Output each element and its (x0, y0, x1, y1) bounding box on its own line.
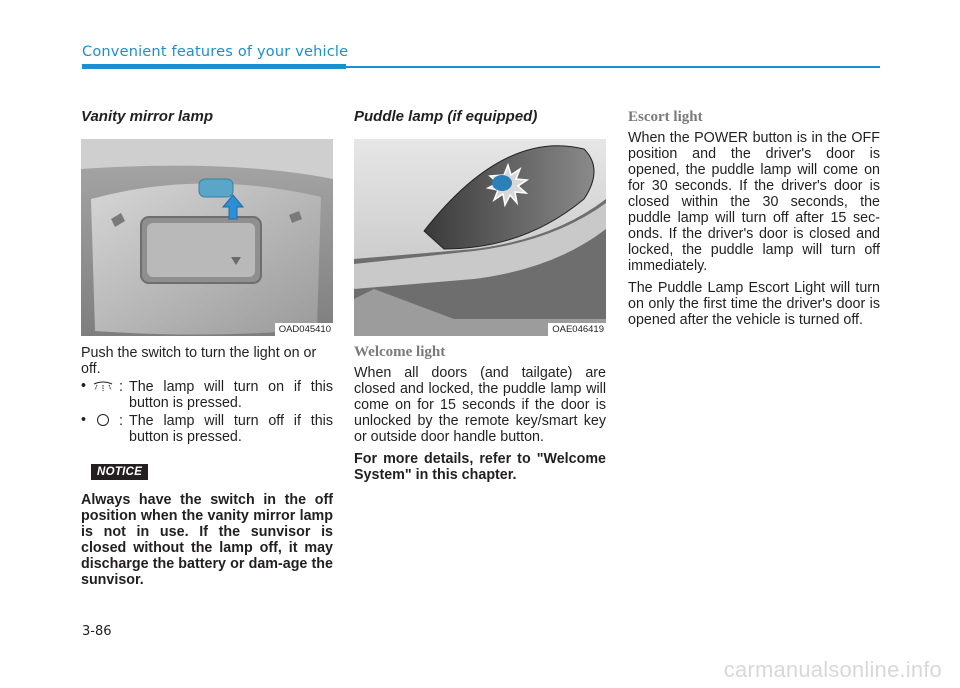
column-vanity-mirror-lamp (81, 108, 333, 588)
column-escort-light (628, 109, 880, 328)
header-title: Convenient features of your vehicle (82, 44, 349, 60)
puddle-lamp-illustration (354, 139, 606, 336)
header-rule-thick (82, 64, 346, 69)
notice-block (91, 462, 333, 480)
lamp-off-icon (92, 413, 114, 431)
notice-text: Always have the switch in the off position when the vanity mirror lamp is not in use. If the sunvisor is closed without the lamp off, it may discharge the battery or dam-age the sunvisor. (81, 492, 333, 588)
figure-code: OAD045410 (275, 323, 333, 336)
escort-light-text-1: When the POWER button is in the OFF position and the driver's door is opened, the puddle lamp will come on for 30 seconds. If the driver's door is closed within the 30 seconds, the puddle lamp will turn off after 15 sec-onds. If the driver's door is closed and locked, the puddle lamp will turn off immediately. (628, 130, 880, 274)
section-title-vanity-mirror-lamp: Vanity mirror lamp (81, 108, 213, 125)
page-number: 3-86 (82, 624, 112, 639)
header-rule-thin (346, 66, 880, 68)
watermark: carmanualsonline.info (723, 657, 942, 682)
bullet-lamp-off: • : The lamp will turn off if this button is pressed. (81, 412, 333, 445)
lamp-on-icon (92, 379, 114, 397)
bullet-text: The lamp will turn off if this button is pressed. (129, 413, 333, 445)
vanity-mirror-figure (81, 139, 333, 336)
puddle-lamp-figure (354, 139, 606, 336)
welcome-light-text: When all doors (and tailgate) are closed and locked, the puddle lamp will come on for 15 seconds if the door is unlocked by the remote key/smart key or outside door handle button. (354, 365, 606, 445)
bullet-text: The lamp will turn on if this button is pressed. (129, 379, 333, 411)
vanity-mirror-illustration (81, 139, 333, 336)
subtitle-welcome-light: Welcome light (354, 344, 446, 360)
welcome-light-note: For more details, refer to "Welcome System" in this chapter. (354, 451, 606, 483)
column-puddle-lamp (354, 108, 606, 483)
escort-light-text-2: The Puddle Lamp Escort Light will turn on only the first time the driver's door is opened after the vehicle is turned off. (628, 280, 880, 328)
section-title-puddle-lamp: Puddle lamp (if equipped) (354, 108, 538, 125)
subtitle-escort-light: Escort light (628, 109, 703, 125)
vanity-intro-text: Push the switch to turn the light on or off. (81, 345, 317, 377)
notice-badge: NOTICE (91, 464, 148, 480)
figure-code: OAE046419 (548, 323, 606, 336)
bullet-lamp-on: • : The lamp will turn on if this button is pressed. (81, 378, 333, 411)
